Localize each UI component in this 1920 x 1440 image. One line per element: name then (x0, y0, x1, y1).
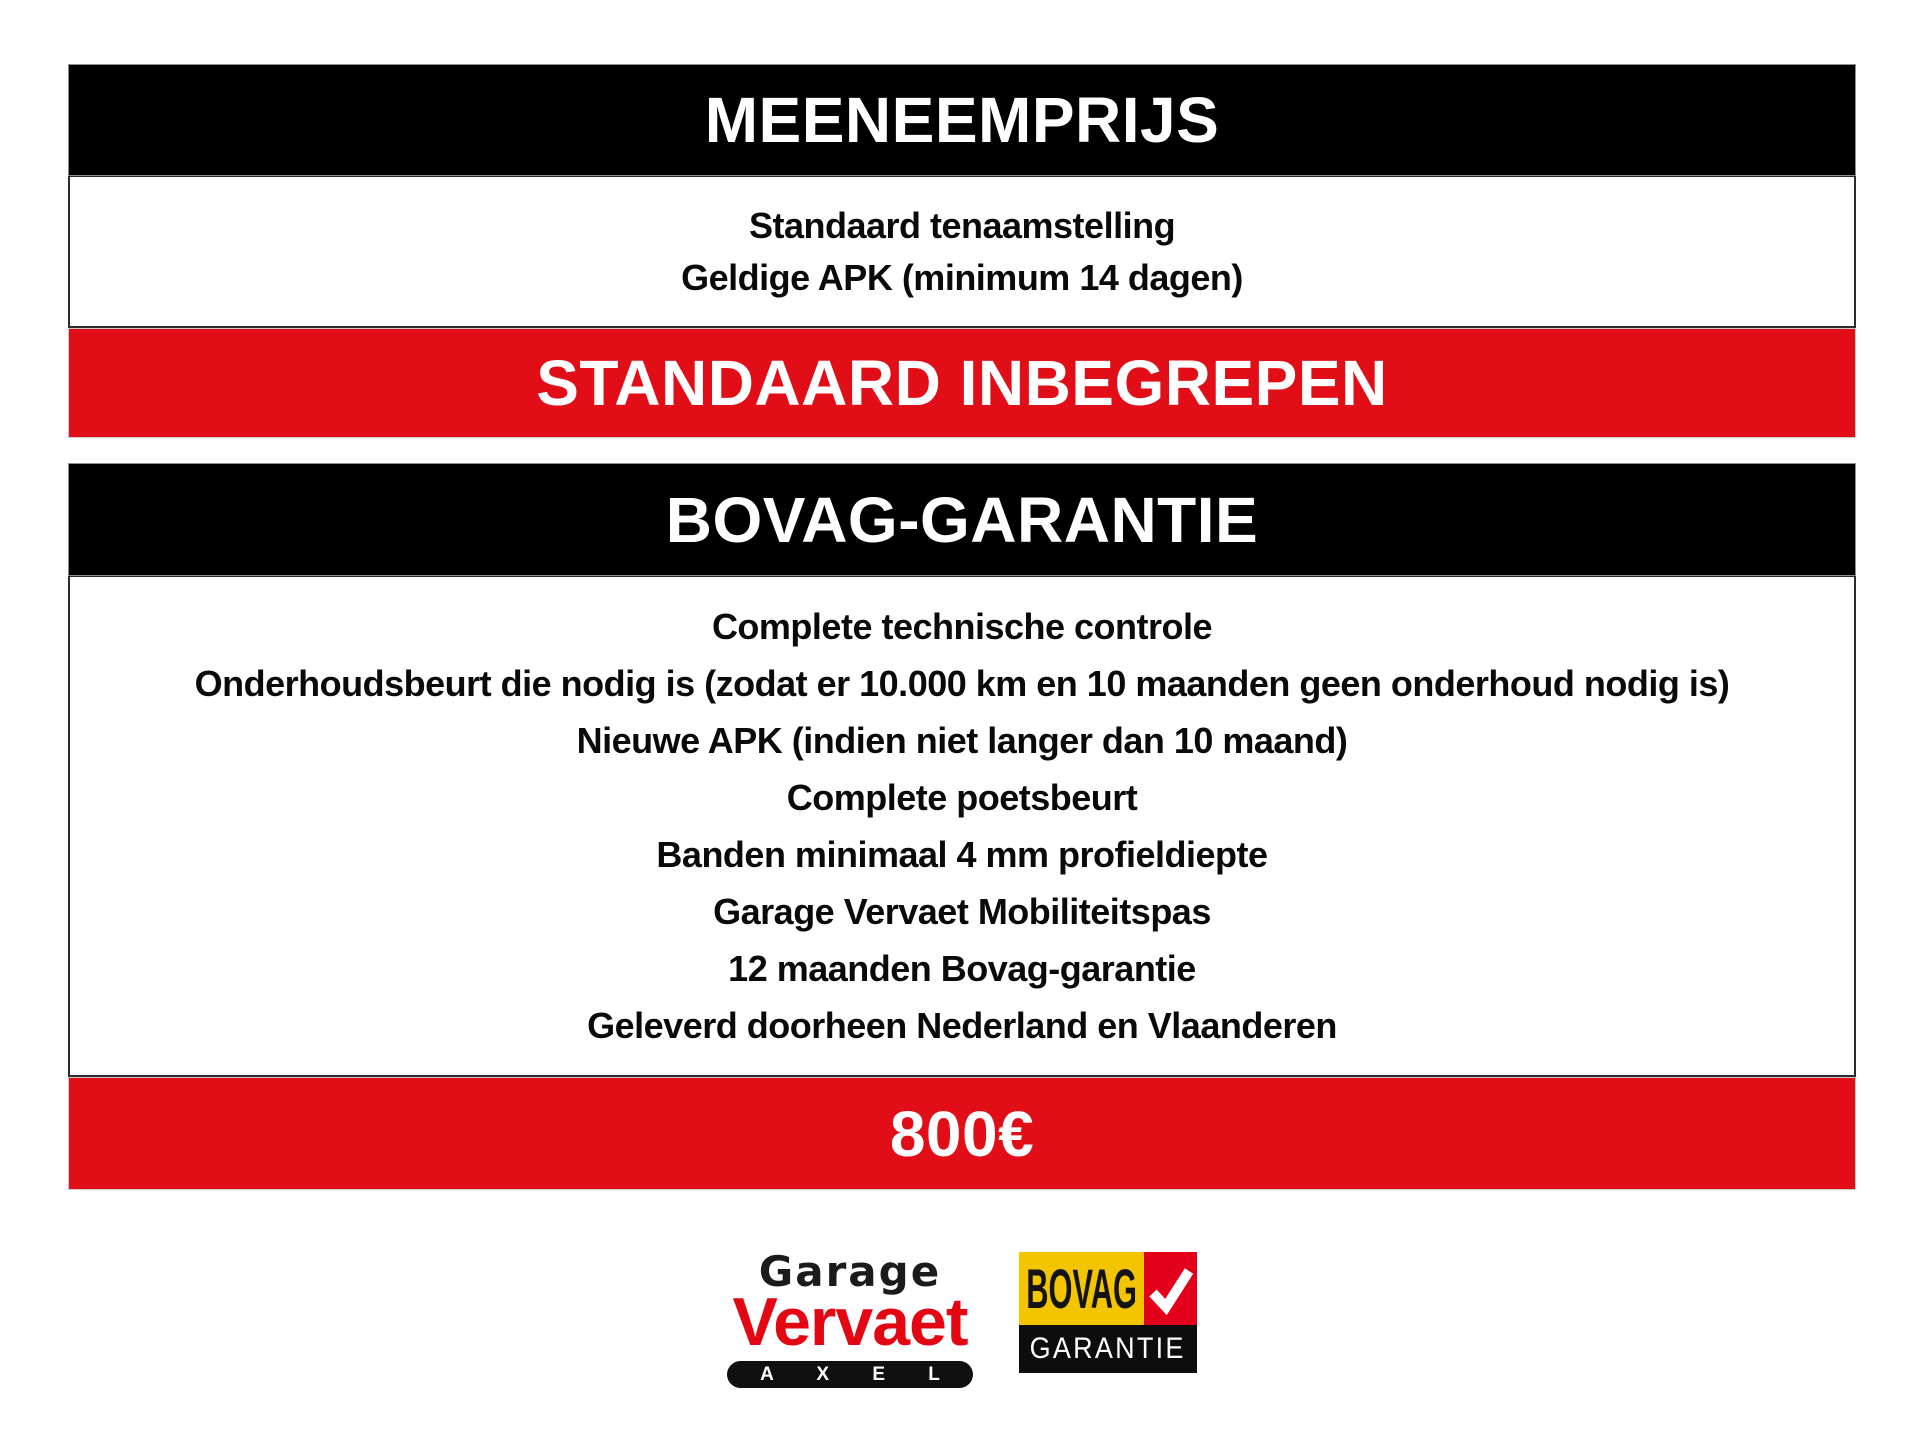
bovag-garantie-details-box (68, 576, 1856, 1077)
meeneemprijs-title: MEENEEMPRIJS (704, 84, 1220, 156)
text-line: Complete poetsbeurt (786, 777, 1138, 818)
bovag-logo-wordmark: BOVAG (1026, 1257, 1137, 1320)
garage-logo-word-garage: Garage (758, 1247, 942, 1296)
text-line: Standaard tenaamstelling (748, 204, 1176, 246)
footer-logos (68, 1247, 1856, 1388)
text-line: Geleverd doorheen Nederland en Vlaanderen (587, 1005, 1337, 1046)
bovag-garantie-header-bar (68, 463, 1856, 576)
standaard-inbegrepen-bar (68, 328, 1856, 438)
bovag-logo-top-row (1019, 1252, 1197, 1325)
bovag-garantie-title: BOVAG-GARANTIE (665, 483, 1259, 556)
bovag-logo-garantie-text: GARANTIE (1029, 1332, 1187, 1365)
bovag-logo-yellow-panel (1019, 1252, 1144, 1325)
text-line: Nieuwe APK (indien niet langer dan 10 maand) (576, 720, 1348, 761)
check-icon (1148, 1261, 1194, 1317)
text-line: Complete technische controle (711, 606, 1213, 647)
text-line: Garage Vervaet Mobiliteitspas (713, 891, 1211, 932)
text-line: Banden minimaal 4 mm profieldiepte (656, 834, 1268, 875)
text-line: Geldige APK (minimum 14 dagen) (681, 256, 1243, 298)
garage-vervaet-logo (727, 1247, 973, 1388)
axel-badge-text: A X E L (760, 1363, 959, 1385)
price-info-poster (68, 64, 1856, 1388)
price-label: 800€ (889, 1097, 1035, 1170)
price-bar (68, 1077, 1856, 1190)
standaard-inbegrepen-title: STANDAARD INBEGREPEN (536, 347, 1388, 419)
text-line: Onderhoudsbeurt die nodig is (zodat er 10.000 km en 10 maanden geen onderhoud nodig is) (194, 663, 1730, 704)
bovag-logo-red-panel (1144, 1252, 1197, 1325)
meeneemprijs-header-bar (68, 64, 1856, 176)
bovag-garantie-logo (1019, 1252, 1197, 1373)
section-divider-gap (68, 438, 1856, 463)
garage-logo-word-vervaet: Vervaet (732, 1284, 968, 1360)
axel-badge (727, 1361, 973, 1388)
text-line: 12 maanden Bovag-garantie (728, 948, 1196, 989)
bovag-logo-garantie-bar (1019, 1325, 1197, 1373)
meeneemprijs-details-box (68, 176, 1856, 328)
